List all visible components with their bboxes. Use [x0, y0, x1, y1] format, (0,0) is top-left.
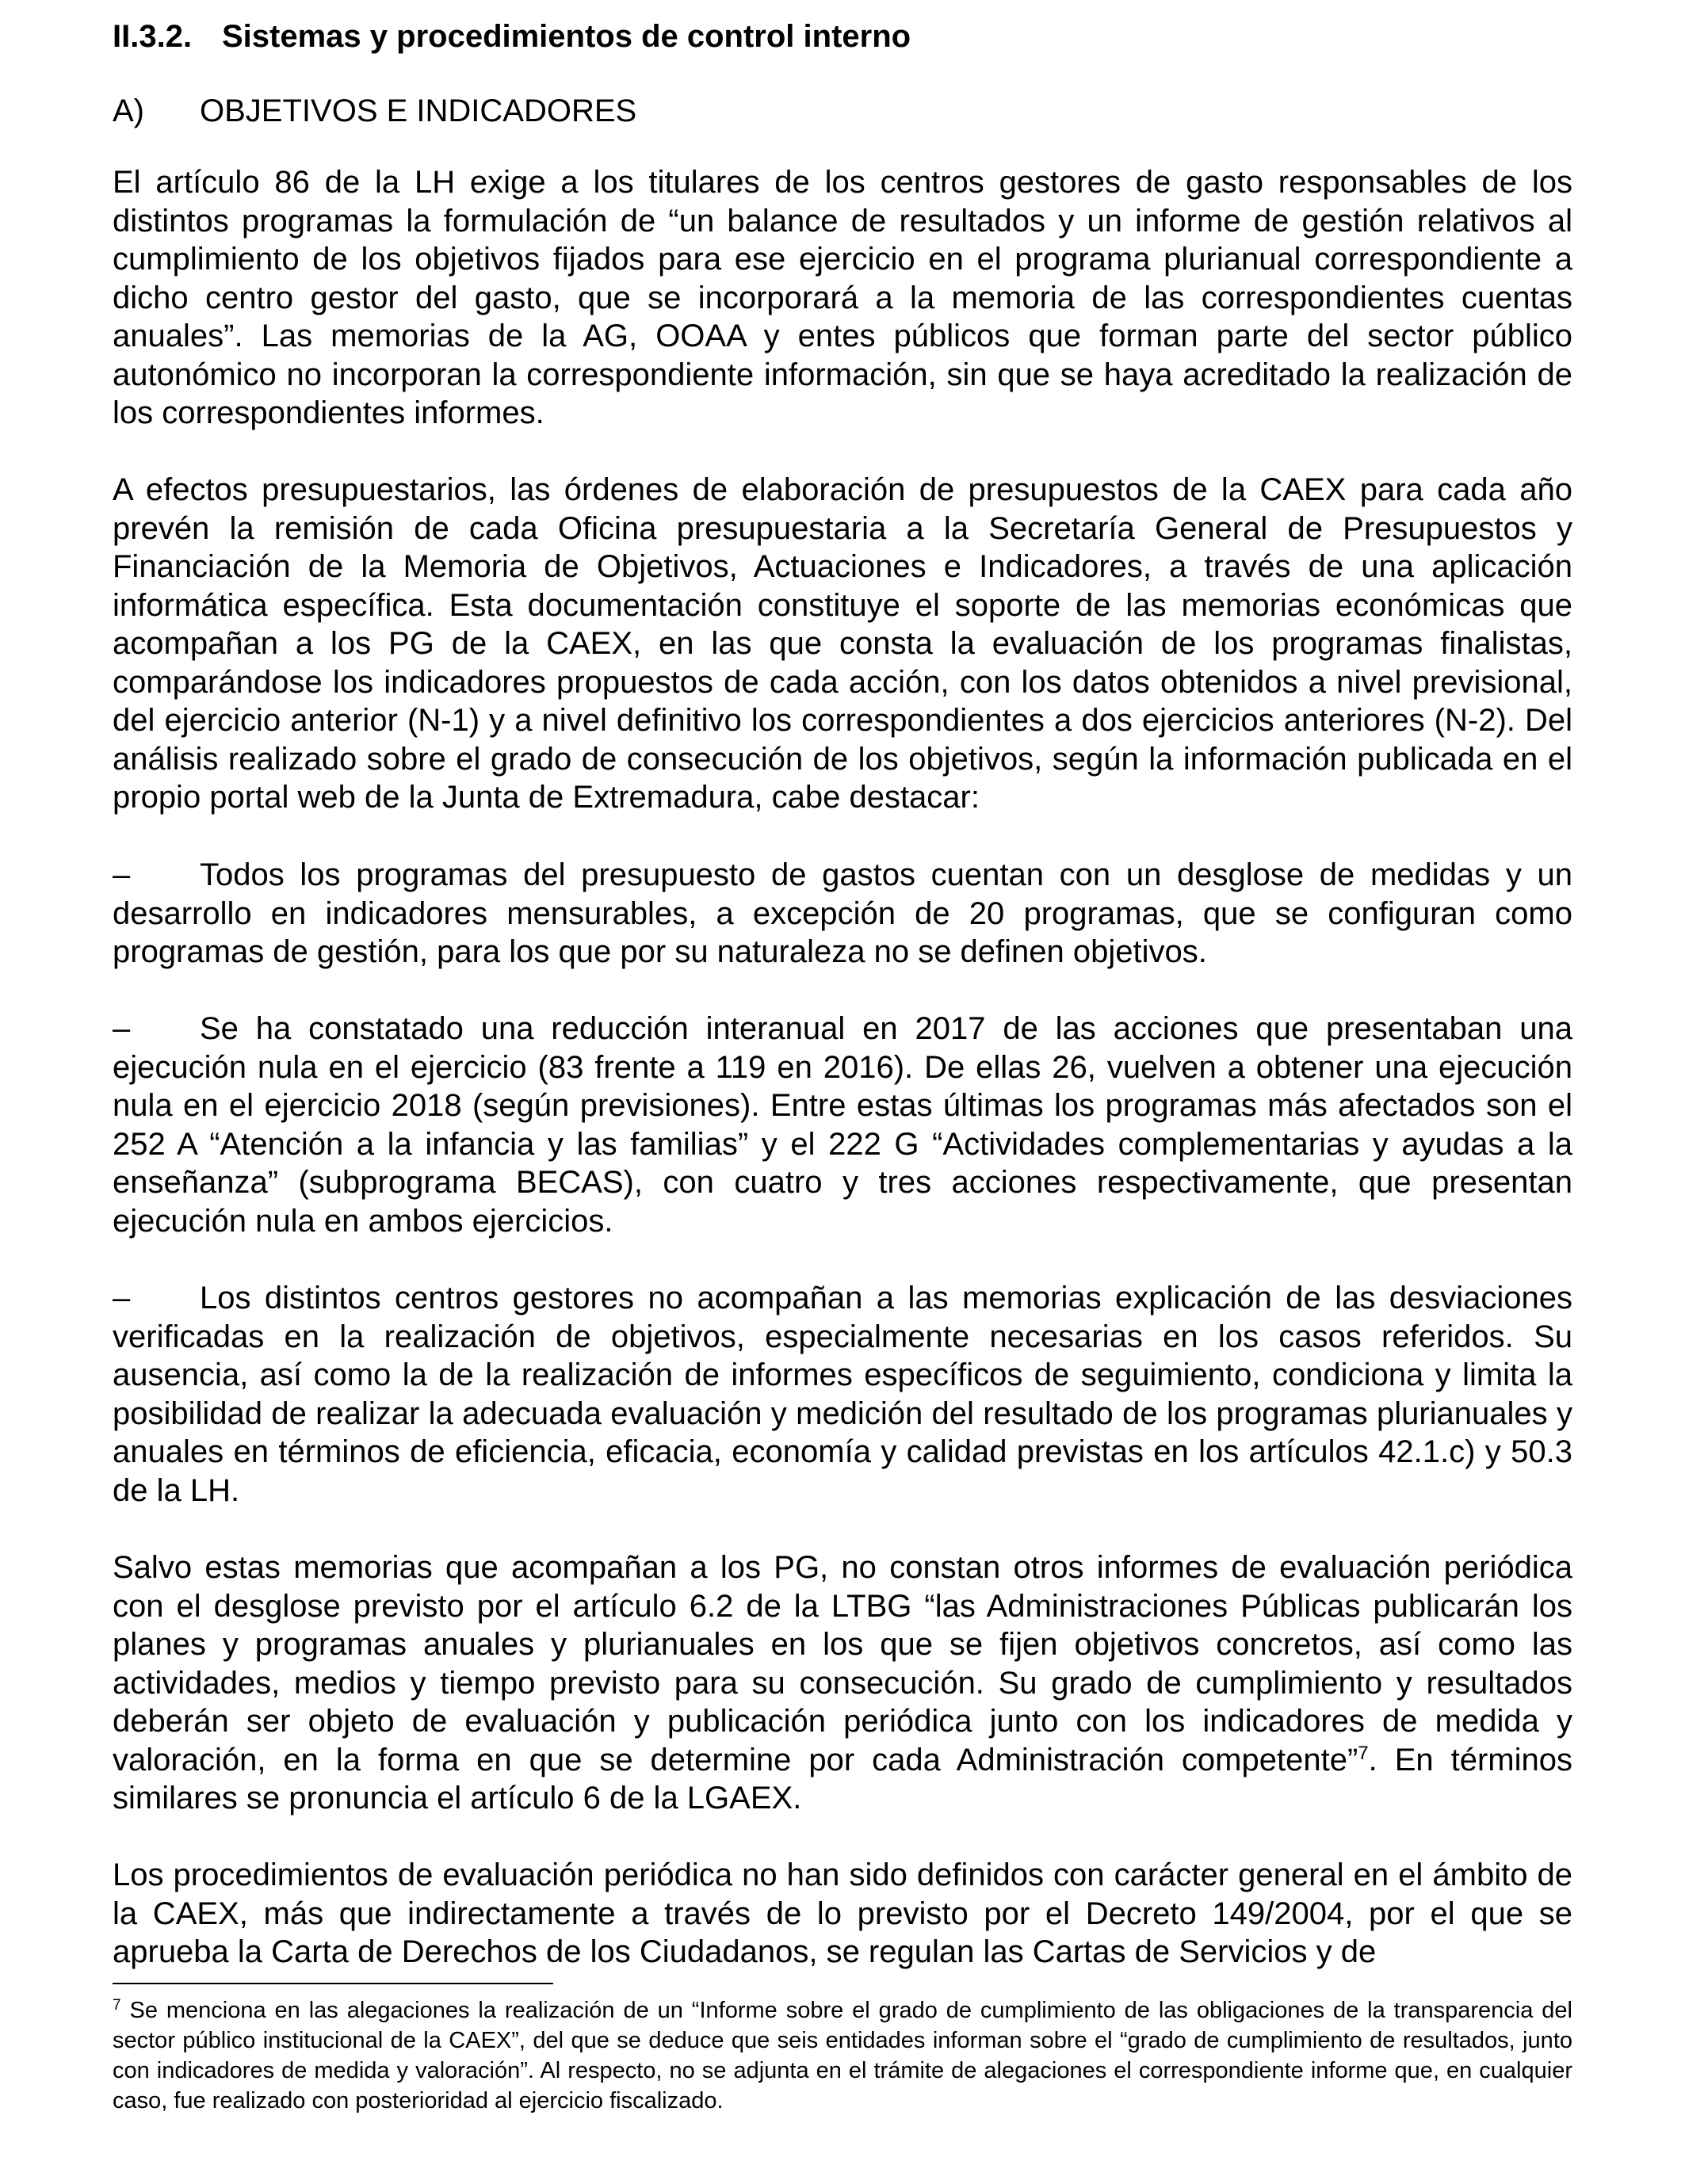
paragraph-4: Los procedimientos de evaluación periódica no han sido definidos con carácter general en el ámbito de la CAEX, más que indirectamente a través de lo previsto por el Decreto 149/2004, por el que se aprueba la Carta de Derechos de los Ciudadanos, se regulan las Cartas de Servicios y de	[113, 1858, 1572, 1969]
footnote-mark: 7	[113, 1997, 121, 2014]
paragraph-2: A efectos presupuestarios, las órdenes de elaboración de presupuestos de la CAEX para cada año prevén la remisión de cada Oficina presupuestaria a la Secretaría General de Presupuestos y Financiación de la Memoria de Objetivos, Actuaciones e Indicadores, a través de una aplicación informática específica. Esta documentación constituye el soporte de las memorias económicas que acompañan a los PG de la CAEX, en las que consta la evaluación de los programas finalistas, comparándose los indicadores propuestos de cada acción, con los datos obtenidos a nivel previsional, del ejercicio anterior (N-1) y a nivel definitivo los correspondientes a dos ejercicios anteriores (N-2). Del análisis realizado sobre el grado de consecución de los objetivos, según la información publicada en el propio portal web de la Junta de Extremadura, cabe destacar:	[113, 472, 1572, 815]
bullet-text-2: Se ha constatado una reducción interanual en 2017 de las acciones que presentaban una ejecución nula en el ejercicio (83 frente a 119 en 2016). De ellas 26, vuelven a obtener una ejecución nula en el ejercicio 2018 (según previsiones). Entre estas últimas los programas más afectados son el 252 A “Atención a la infancia y las familias” y el 222 G “Actividades complementarias y ayudas a la enseñanza” (subprograma BECAS), con cuatro y tres acciones respectivamente, que presentan ejecución nula en ambos ejercicios.	[113, 1011, 1572, 1239]
bullet-dash: –	[113, 1281, 131, 1315]
paragraph-3-text: Salvo estas memorias que acompañan a los PG, no constan otros informes de evaluación periódica con el desglose previsto por el artículo 6.2 de la LTBG “las Administraciones Públicas publicarán los planes y programas anuales y plurianuales en los que se fijen objetivos concretos, así como las actividades, medios y tiempo previsto para su consecución. Su grado de cumplimiento y resultados deberán ser objeto de evaluación y publicación periódica junto con los indicadores de medida y valoración, en la forma en que se determine por cada Administración competente”	[113, 1550, 1572, 1777]
subsection-heading	[113, 92, 636, 130]
paragraph-3	[113, 1548, 1572, 1818]
paragraph-3-text-end: . En términos similares se pronuncia el artículo 6 de la LGAEX.	[113, 1742, 1572, 1816]
bullet-item-1	[113, 856, 1572, 972]
bullet-dash: –	[113, 857, 131, 892]
section-heading	[113, 17, 911, 55]
bullet-text-1: Todos los programas del presupuesto de gastos cuentan con un desglose de medidas y un desarrollo en indicadores mensurables, a excepción de 20 programas, que se configuran como programas de gestión, para los que por su naturaleza no se definen objetivos.	[113, 857, 1572, 969]
subsection-title: OBJETIVOS E INDICADORES	[200, 94, 637, 128]
footnote-separator	[113, 1983, 553, 1984]
bullet-dash: –	[113, 1011, 131, 1046]
footnote-text: Se menciona en las alegaciones la realización de un “Informe sobre el grado de cumplimiento de las obligaciones de la transparencia del sector público institucional de la CAEX”, del que se deduce que seis entidades informan sobre el “grado de cumplimiento de resultados, junto con indicadores de medida y valoración”. Al respecto, no se adjunta en el trámite de alegaciones el correspondiente informe que, en cualquier caso, fue realizado con posterioridad al ejercicio fiscalizado.	[113, 1998, 1572, 2113]
paragraph-1: El artículo 86 de la LH exige a los titulares de los centros gestores de gasto responsables de los distintos programas la formulación de “un balance de resultados y un informe de gestión relativos al cumplimiento de los objetivos fijados para ese ejercicio en el programa plurianual correspondiente a dicho centro gestor del gasto, que se incorporará a la memoria de las correspondientes cuentas anuales”. Las memorias de la AG, OOAA y entes públicos que forman parte del sector público autonómico no incorporan la correspondiente información, sin que se haya acreditado la realización de los correspondientes informes.	[113, 165, 1572, 430]
section-title: Sistemas y procedimientos de control interno	[222, 19, 911, 54]
bullet-item-2	[113, 1010, 1572, 1240]
section-number: II.3.2.	[113, 19, 193, 54]
footnote-7	[113, 1995, 1572, 2116]
bullet-text-3: Los distintos centros gestores no acompañan a las memorias explicación de las desviaciones verificadas en la realización de objetivos, especialmente necesarias en los casos referidos. Su ausencia, así como la de la realización de informes específicos de seguimiento, condiciona y limita la posibilidad de realizar la adecuada evaluación y medición del resultado de los programas plurianuales y anuales en términos de eficiencia, eficacia, economía y calidad previstas en los artículos 42.1.c) y 50.3 de la LH.	[113, 1281, 1572, 1508]
footnote-reference-7[interactable]: 7	[1358, 1742, 1369, 1764]
subsection-letter: A)	[113, 94, 144, 128]
bullet-item-3	[113, 1279, 1572, 1510]
